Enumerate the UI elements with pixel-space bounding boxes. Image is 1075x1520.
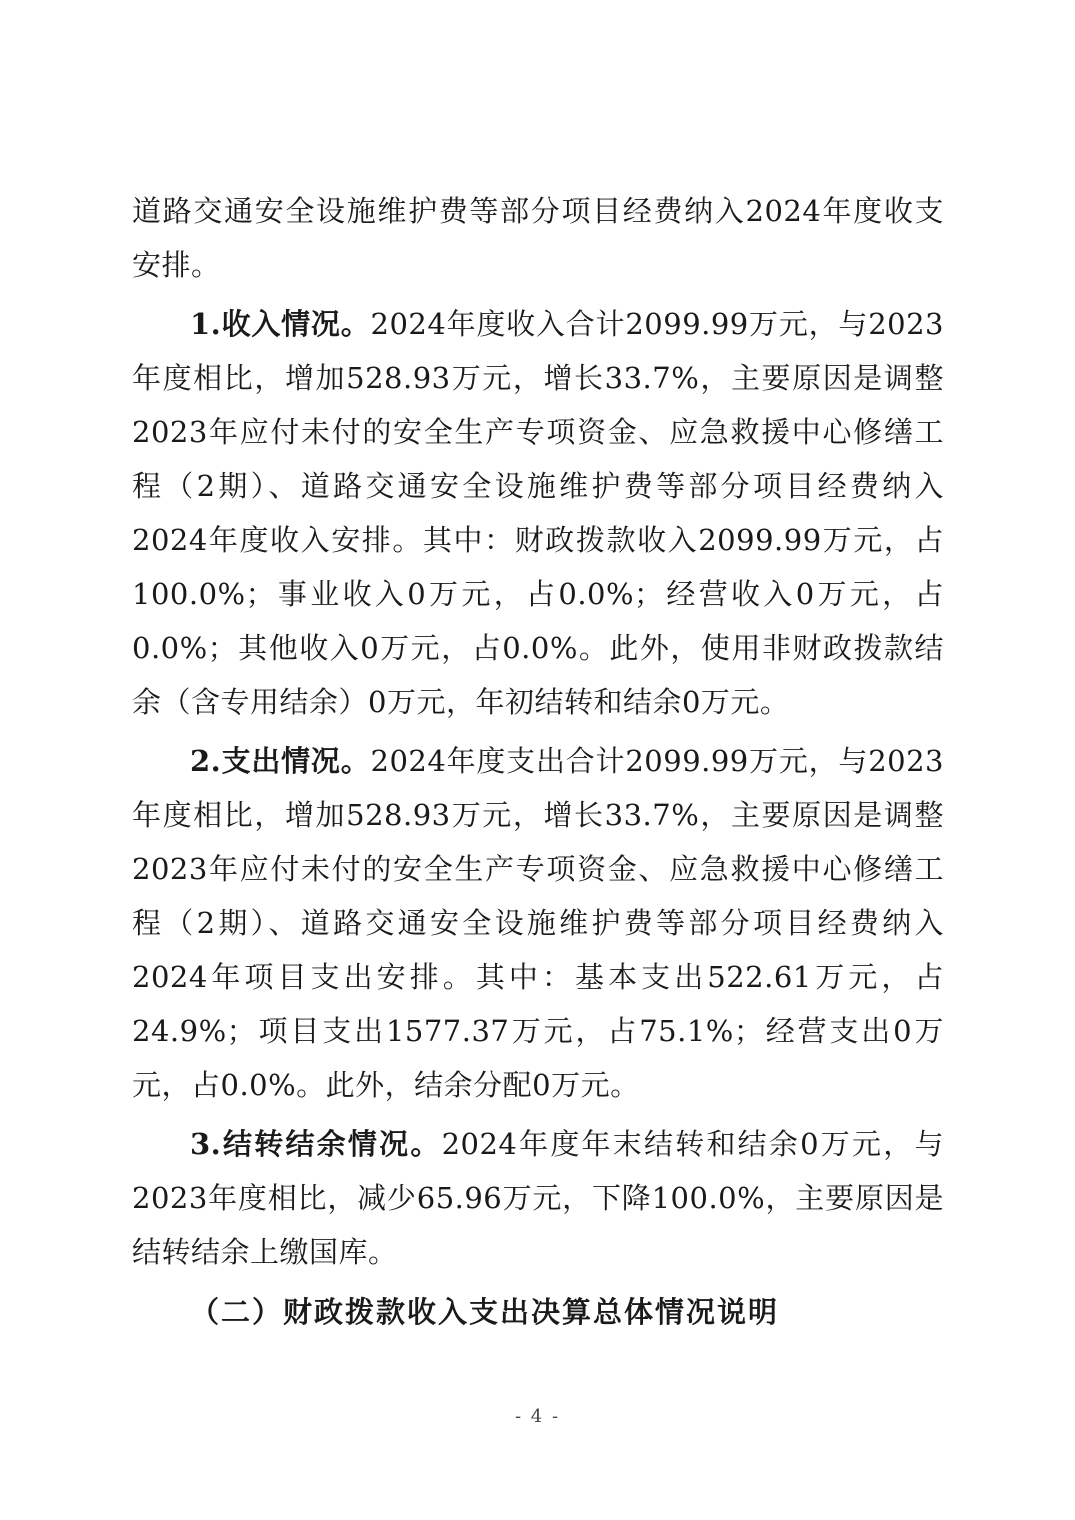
section-heading: （二）财政拨款收入支出决算总体情况说明: [190, 1295, 780, 1329]
paragraph-income: [132, 297, 944, 729]
paragraph-carryover: [132, 1117, 944, 1279]
paragraph-expenditure: [132, 734, 944, 1112]
expenditure-text: 2024年度支出合计2099.99万元，与2023年度相比，增加528.93万元，增长33.7%，主要原因是调整2023年应付未付的安全生产专项资金、应急救援中心修缮工程（2期）、道路交通安全设施维护费等部分项目经费纳入2024年项目支出安排。其中：基本支出522.61万元，占24.9%；项目支出1577.37万元，占75.1%；经营支出0万元，占0.0%。此外，结余分配0万元。: [132, 744, 945, 1102]
carryover-text: 2024年度年末结转和结余0万元，与2023年度相比，减少65.96万元，下降100.0%，主要原因是结转结余上缴国库。: [132, 1127, 944, 1269]
income-text: 2024年度收入合计2099.99万元，与2023年度相比，增加528.93万元，增长33.7%，主要原因是调整2023年应付未付的安全生产专项资金、应急救援中心修缮工程（2期）、道路交通安全设施维护费等部分项目经费纳入2024年度收入安排。其中：财政拨款收入2099.99万元，占100.0%；事业收入0万元，占0.0%；经营收入0万元，占0.0%；其他收入0万元，占0.0%。此外，使用非财政拨款结余（含专用结余）0万元，年初结转和结余0万元。: [132, 307, 945, 719]
paragraph-continuation: 道路交通安全设施维护费等部分项目经费纳入2024年度收支安排。: [132, 194, 944, 282]
income-heading: 1.收入情况。: [190, 307, 371, 341]
page-number: - 4 -: [514, 1406, 561, 1427]
carryover-heading: 3.结转结余情况。: [190, 1127, 442, 1161]
expenditure-heading: 2.支出情况。: [190, 744, 371, 778]
document-body: [132, 184, 944, 1339]
